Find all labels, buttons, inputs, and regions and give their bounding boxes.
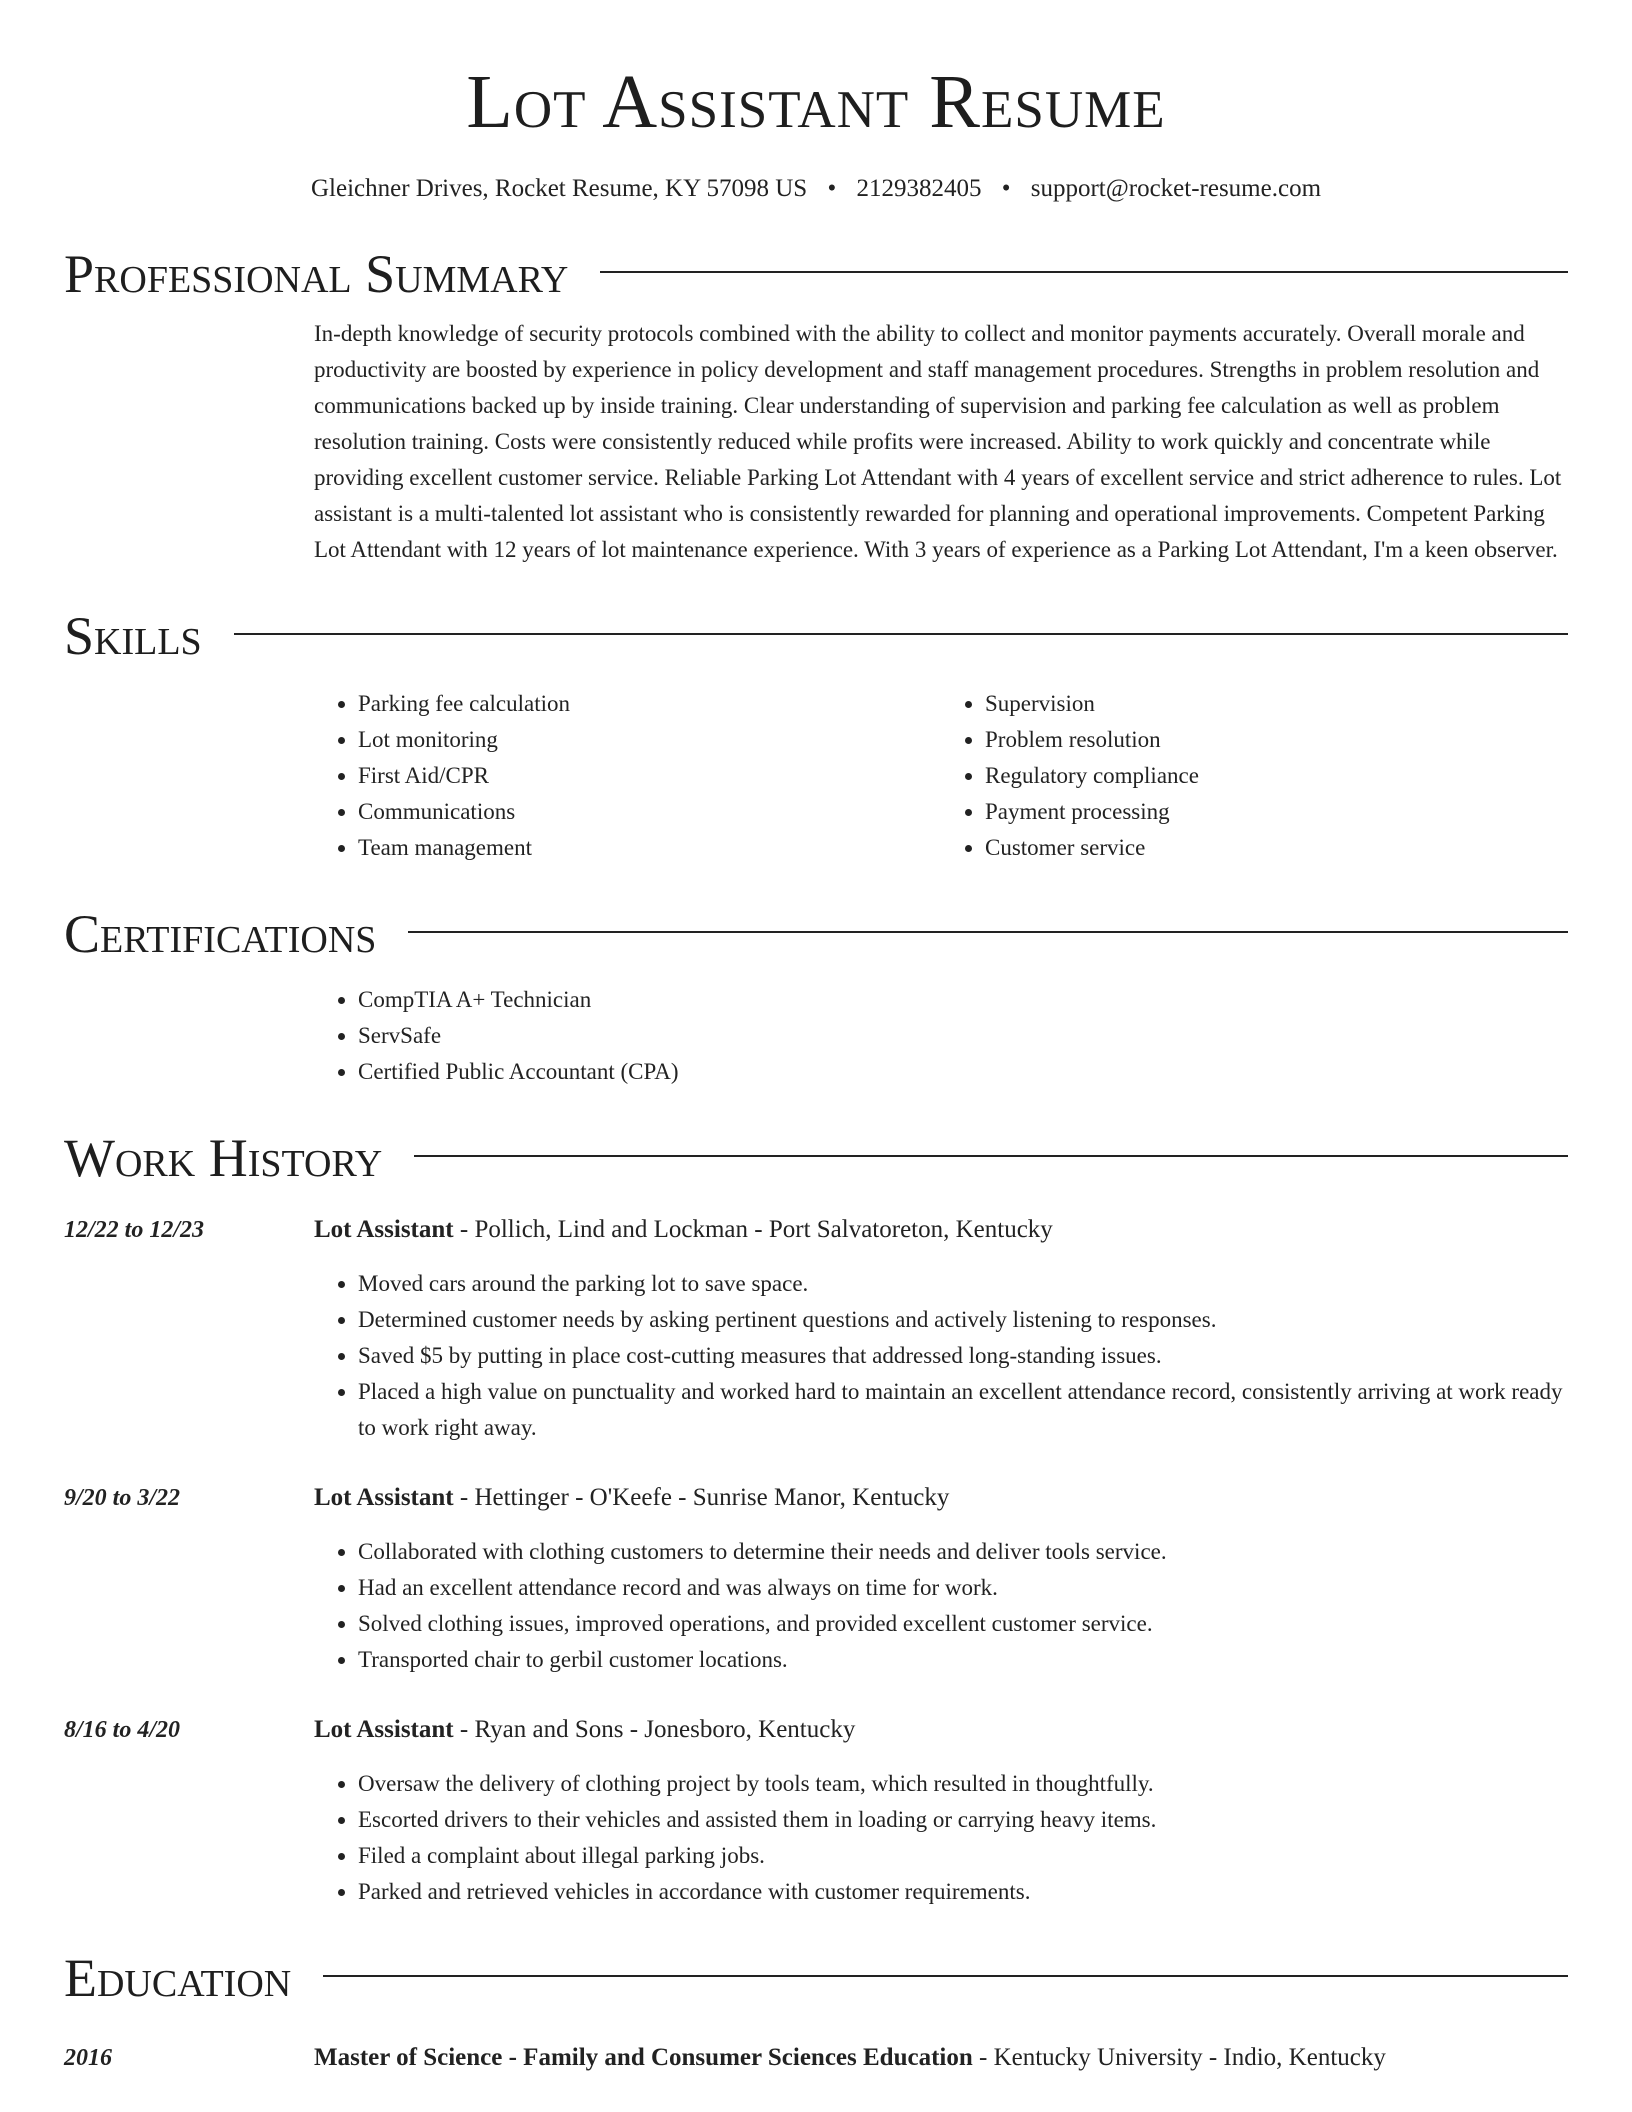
certifications-list — [314, 982, 1568, 1090]
job-title-line — [314, 1712, 1568, 1748]
summary-text: In-depth knowledge of security protocols combined with the ability to collect and monitor payments accurately. Overall morale and productivity are boosted by experience in policy development and staff management procedures. Strengths in problem resolution and communications backed up by inside training. Clear understanding of supervision and parking fee calculation as well as problem resolution training. Costs were consistently reduced while profits were increased. Ability to work quickly and concentrate while providing excellent customer service. Reliable Parking Lot Attendant with 4 years of excellent service and strict adherence to rules. Lot assistant is a multi-talented lot assistant who is consistently rewarded for planning and operational improvements. Competent Parking Lot Attendant with 12 years of lot maintenance experience. With 3 years of experience as a Parking Lot Attendant, I'm a keen observer. — [314, 321, 1562, 562]
job-bullets — [314, 1766, 1568, 1910]
job-bullet: • Parked and retrieved vehicles in accordance with customer requirements. — [358, 1874, 1568, 1910]
section-divider — [408, 931, 1568, 933]
summary-section-header — [64, 242, 1568, 306]
job-company: - Pollich, Lind and Lockman - Port Salvatoreton, Kentucky — [453, 1216, 1053, 1243]
skill-item: • Customer service — [985, 830, 1568, 866]
contact-phone: 2129382405 — [856, 175, 982, 202]
job-bullet: • Determined customer needs by asking pertinent questions and actively listening to responses. — [358, 1302, 1568, 1338]
skills-section-title: Skills — [64, 606, 202, 666]
job-role: Lot Assistant — [314, 1216, 454, 1243]
job-bullet: • Collaborated with clothing customers to determine their needs and deliver tools service. — [358, 1534, 1568, 1570]
section-divider — [323, 1975, 1568, 1977]
certification-item: • ServSafe — [358, 1018, 1568, 1054]
job-company: - Hettinger - O'Keefe - Sunrise Manor, Kentucky — [453, 1484, 950, 1511]
skill-item: • Supervision — [985, 686, 1568, 722]
job-role: Lot Assistant — [314, 1484, 454, 1511]
skills-column-left — [314, 686, 941, 866]
job-title-line — [314, 1212, 1568, 1248]
education-section-title: Education — [64, 1948, 292, 2008]
skills-list — [314, 686, 1568, 866]
contact-address: Gleichner Drives, Rocket Resume, KY 57098 US — [310, 175, 808, 202]
job-dates: 9/20 to 3/22 — [64, 1485, 181, 1511]
contact-email: support@rocket-resume.com — [1030, 175, 1322, 202]
job-dates: 8/16 to 4/20 — [64, 1717, 181, 1743]
job-bullet: • Saved $5 by putting in place cost-cutting measures that addressed long-standing issues. — [358, 1338, 1568, 1374]
job-company: - Ryan and Sons - Jonesboro, Kentucky — [453, 1716, 856, 1743]
certifications-section-header — [64, 902, 1568, 966]
job-bullet: • Escorted drivers to their vehicles and assisted them in loading or carrying heavy items. — [358, 1802, 1568, 1838]
job-bullet: • Filed a complaint about illegal parking jobs. — [358, 1838, 1568, 1874]
job-entry — [64, 1212, 1568, 1446]
skills-column-right — [941, 686, 1568, 866]
job-entry — [64, 1480, 1568, 1678]
skill-item: • Regulatory compliance — [985, 758, 1568, 794]
education-entry — [64, 2040, 1568, 2076]
job-title-line — [314, 1480, 1568, 1516]
skill-item: • Communications — [358, 794, 941, 830]
certifications-items — [314, 982, 1568, 1090]
job-bullet: • Transported chair to gerbil customer locations. — [358, 1642, 1568, 1678]
job-entry — [64, 1712, 1568, 1910]
skill-item: • Team management — [358, 830, 941, 866]
education-details — [314, 2040, 1386, 2076]
job-details — [314, 1712, 1568, 1910]
job-dates: 12/22 to 12/23 — [64, 1217, 205, 1243]
education-school: - Kentucky University - Indio, Kentucky — [972, 2044, 1386, 2071]
job-bullets — [314, 1266, 1568, 1446]
certification-item: • CompTIA A+ Technician — [358, 982, 1568, 1018]
skill-item: • Problem resolution — [985, 722, 1568, 758]
education-year: 2016 — [64, 2045, 112, 2071]
summary-section-title: Professional Summary — [64, 244, 569, 304]
work-section-header — [64, 1126, 1568, 1190]
section-divider — [234, 633, 1568, 635]
education-degree: Master of Science - Family and Consumer Sciences Education — [314, 2044, 973, 2071]
section-divider — [414, 1155, 1568, 1157]
contact-line — [64, 172, 1568, 206]
job-bullets — [314, 1534, 1568, 1678]
certifications-section-title: Certifications — [64, 904, 377, 964]
job-bullet: • Solved clothing issues, improved operations, and provided excellent customer service. — [358, 1606, 1568, 1642]
contact-separator: • — [1001, 175, 1011, 202]
job-details — [314, 1480, 1568, 1678]
job-bullet: • Placed a high value on punctuality and worked hard to maintain an excellent attendance record, consistently arriving at work ready to work right away. — [358, 1374, 1568, 1446]
job-bullet: • Moved cars around the parking lot to save space. — [358, 1266, 1568, 1302]
skill-item: • Lot monitoring — [358, 722, 941, 758]
skills-section-header — [64, 604, 1568, 668]
education-section-header — [64, 1946, 1568, 2010]
skill-item: • Payment processing — [985, 794, 1568, 830]
job-bullet: • Oversaw the delivery of clothing project by tools team, which resulted in thoughtfully. — [358, 1766, 1568, 1802]
job-role: Lot Assistant — [314, 1716, 454, 1743]
certification-item: • Certified Public Accountant (CPA) — [358, 1054, 1568, 1090]
skill-item: • First Aid/CPR — [358, 758, 941, 794]
work-section-title: Work History — [64, 1128, 383, 1188]
job-bullet: • Had an excellent attendance record and was always on time for work. — [358, 1570, 1568, 1606]
contact-separator: • — [827, 175, 837, 202]
skill-item: • Parking fee calculation — [358, 686, 941, 722]
section-divider — [600, 271, 1568, 273]
job-details — [314, 1212, 1568, 1446]
resume-name: Lot Assistant Resume — [466, 60, 1166, 144]
